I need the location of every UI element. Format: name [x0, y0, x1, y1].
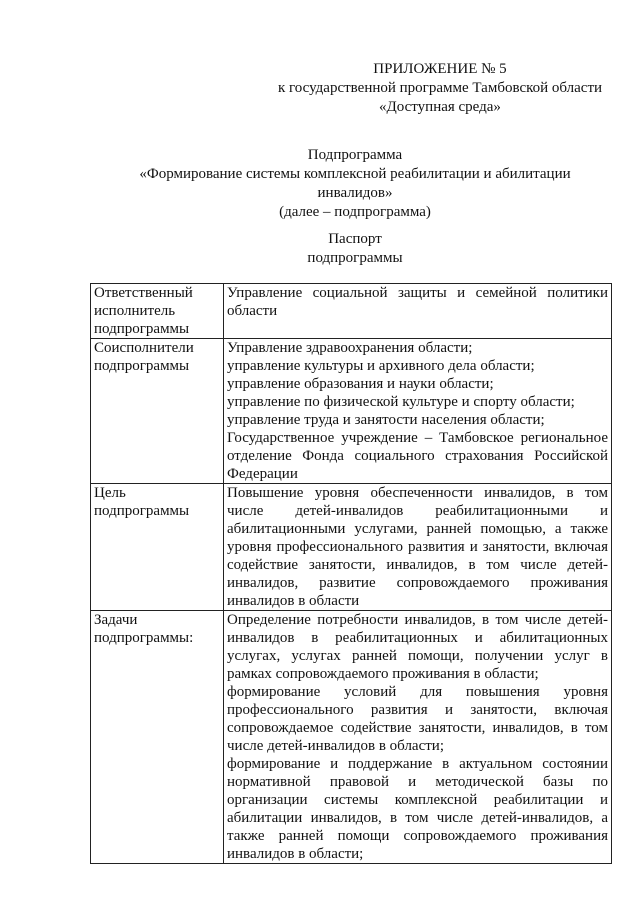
subprogram-note: (далее – подпрограмма)	[279, 204, 431, 220]
row-label-tasks: Задачи подпрограммы:	[91, 611, 224, 864]
subprogram-heading: Подпрограмма	[307, 147, 403, 163]
value-line: Определение потребности инвалидов, в том числе детей-инвалидов в реабилитационных и абилитационных услугах, услугах ранней помощи, получении услуг в рамках сопровождаемого проживания в области;	[227, 612, 608, 682]
row-label-responsible: Ответственный исполнитель подпрограммы	[91, 284, 224, 339]
row-value-co-executors	[224, 339, 612, 484]
passport-heading: Паспорт	[328, 231, 382, 247]
value-line: Повышение уровня обеспеченности инвалидов, в том числе детей-инвалидов реабилитационными и абилитационными услугами, ранней помощью, а также уровня профессионального развития и занятости, включая содействие занятости, инвалидов, в том числе детей-инвалидов, развитие сопровождаемого проживания инвалидов в области	[227, 485, 608, 609]
passport-table	[90, 283, 612, 864]
annex-program-name: «Доступная среда»	[379, 99, 501, 115]
value-line: управление по физической культуре и спорту области;	[227, 394, 575, 410]
annex-header	[270, 60, 610, 117]
table-row	[91, 339, 612, 484]
value-line: формирование условий для повышения уровня профессионального развития и занятости, включая сопровождаемое содействие занятости, инвалидов, в том числе детей-инвалидов в области;	[227, 684, 608, 754]
row-label-goal: Цель подпрограммы	[91, 484, 224, 611]
table-row	[91, 611, 612, 864]
row-value-tasks	[224, 611, 612, 864]
table-row	[91, 284, 612, 339]
table-row	[91, 484, 612, 611]
passport-subheading: подпрограммы	[307, 250, 403, 266]
value-line: Управление здравоохранения области;	[227, 340, 473, 356]
row-label-co-executors: Соисполнители подпрограммы	[91, 339, 224, 484]
value-line: управление труда и занятости населения области;	[227, 412, 545, 428]
value-line: Управление социальной защиты и семейной политики области	[227, 285, 608, 319]
row-value-goal	[224, 484, 612, 611]
passport-title-block	[90, 230, 620, 268]
subprogram-title-line-2: инвалидов»	[317, 185, 393, 201]
value-line: формирование и поддержание в актуальном состоянии нормативной правовой и методической базы по организации системы комплексной реабилитации и абилитации инвалидов, в том числе детей-инвалидов, а также ранней помощи сопровождаемого проживания инвалидов в области;	[227, 756, 608, 862]
annex-program-reference: к государственной программе Тамбовской области	[277, 80, 603, 96]
value-line: управление культуры и архивного дела области;	[227, 358, 535, 374]
row-value-responsible	[224, 284, 612, 339]
subprogram-title-line-1: «Формирование системы комплексной реабилитации и абилитации	[139, 166, 571, 182]
value-line: Государственное учреждение – Тамбовское региональное отделение Фонда социального страхования Российской Федерации	[227, 430, 608, 482]
subprogram-title-block	[90, 146, 620, 222]
value-line: управление образования и науки области;	[227, 376, 494, 392]
annex-number: ПРИЛОЖЕНИЕ № 5	[373, 61, 507, 77]
